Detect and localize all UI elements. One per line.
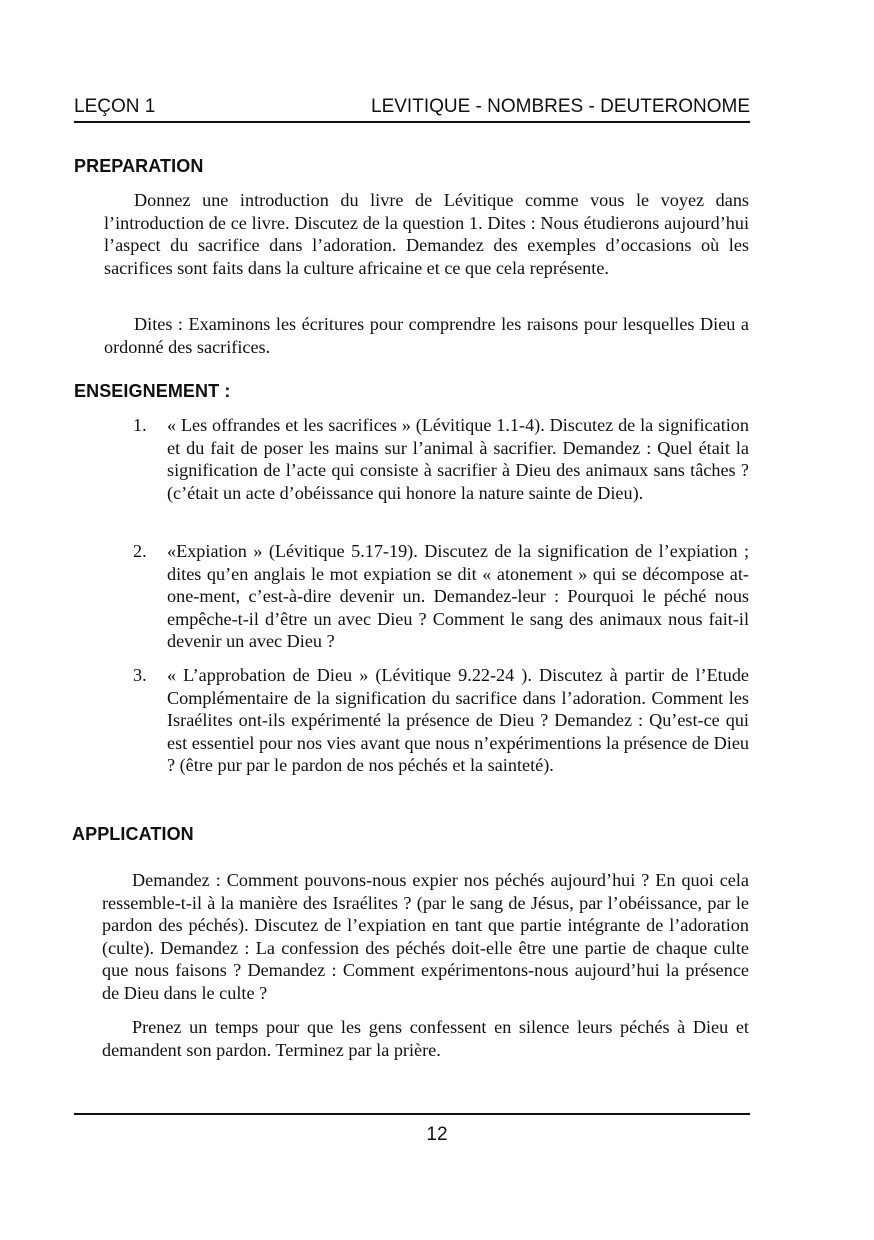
section-title-application: APPLICATION <box>72 824 194 844</box>
item-text: « L’approbation de Dieu » (Lévitique 9.22-24 ). Discutez à partir de l’Etude Complémentaire de la signification du sacrifice dans l’adoration. Comment les Israélites ont-ils expérimenté la présence de Dieu ? Demandez : Qu’est-ce qui est essentiel pour nos vies avant que nous n’expérimentions la présence de Dieu ? (être pur par le pardon de nos péchés et la sainteté). <box>167 665 749 776</box>
item-number: 2. <box>133 541 147 561</box>
preparation-paragraph-2 <box>104 313 749 358</box>
paragraph-text: Dites : Examinons les écritures pour comprendre les raisons pour lesquelles Dieu a ordonné des sacrifices. <box>104 314 749 357</box>
running-header <box>74 96 750 120</box>
item-text: «Expiation » (Lévitique 5.17-19). Discutez de la signification de l’expiation ; dites qu’en anglais le mot expiation se dit « atonement » qui se décompose at-one-ment, c’est-à-dire devenir un. Demandez-leur : Pourquoi le péché nous empêche-t-il d’être un avec Dieu ? Comment le sang des animaux nous fait-il devenir un avec Dieu ? <box>167 541 749 652</box>
item-number: 3. <box>133 665 147 685</box>
preparation-paragraph-1 <box>104 189 749 279</box>
book-title: LEVITIQUE - NOMBRES - DEUTERONOME <box>371 96 750 117</box>
lesson-label: LEÇON 1 <box>74 96 156 117</box>
header-rule <box>74 121 750 123</box>
section-title-preparation: PREPARATION <box>74 156 204 176</box>
item-text: « Les offrandes et les sacrifices » (Lévitique 1.1-4). Discutez de la signification et du fait de poser les mains sur l’animal à sacrifier. Demandez : Quel était la signification de l’acte qui consiste à sacrifier à Dieu des animaux sans tâches ? (c’était un acte d’obéissance qui honore la nature sainte de Dieu). <box>167 415 749 503</box>
footer-rule <box>74 1113 750 1115</box>
paragraph-text: Demandez : Comment pouvons-nous expier nos péchés aujourd’hui ? En quoi cela ressemble-t-il à la manière des Israélites ? (par le sang de Jésus, par l’obéissance, par le pardon des péchés). Discutez de l’expiation en tant que partie intégrante de l’adoration (culte). Demandez : La confession des péchés doit-elle être une partie de chaque culte que nous faisons ? Demandez : Comment expérimentons-nous aujourd’hui la présence de Dieu dans le culte ? <box>102 870 749 1003</box>
application-paragraph-2 <box>102 1016 749 1061</box>
paragraph-text: Prenez un temps pour que les gens confessent en silence leurs péchés à Dieu et demandent son pardon. Terminez par la prière. <box>102 1017 749 1060</box>
application-paragraph-1 <box>102 869 749 1005</box>
item-number: 1. <box>133 415 147 435</box>
paragraph-text: Donnez une introduction du livre de Lévitique comme vous le voyez dans l’introduction de ce livre. Discutez de la question 1. Dites : Nous étudierons aujourd’hui l’aspect du sacrifice dans l’adoration. Demandez des exemples d’occasions où les sacrifices sont faits dans la culture africaine et ce que cela représente. <box>104 190 749 278</box>
section-title-enseignement: ENSEIGNEMENT : <box>74 381 231 401</box>
page-number: 12 <box>426 1124 448 1145</box>
